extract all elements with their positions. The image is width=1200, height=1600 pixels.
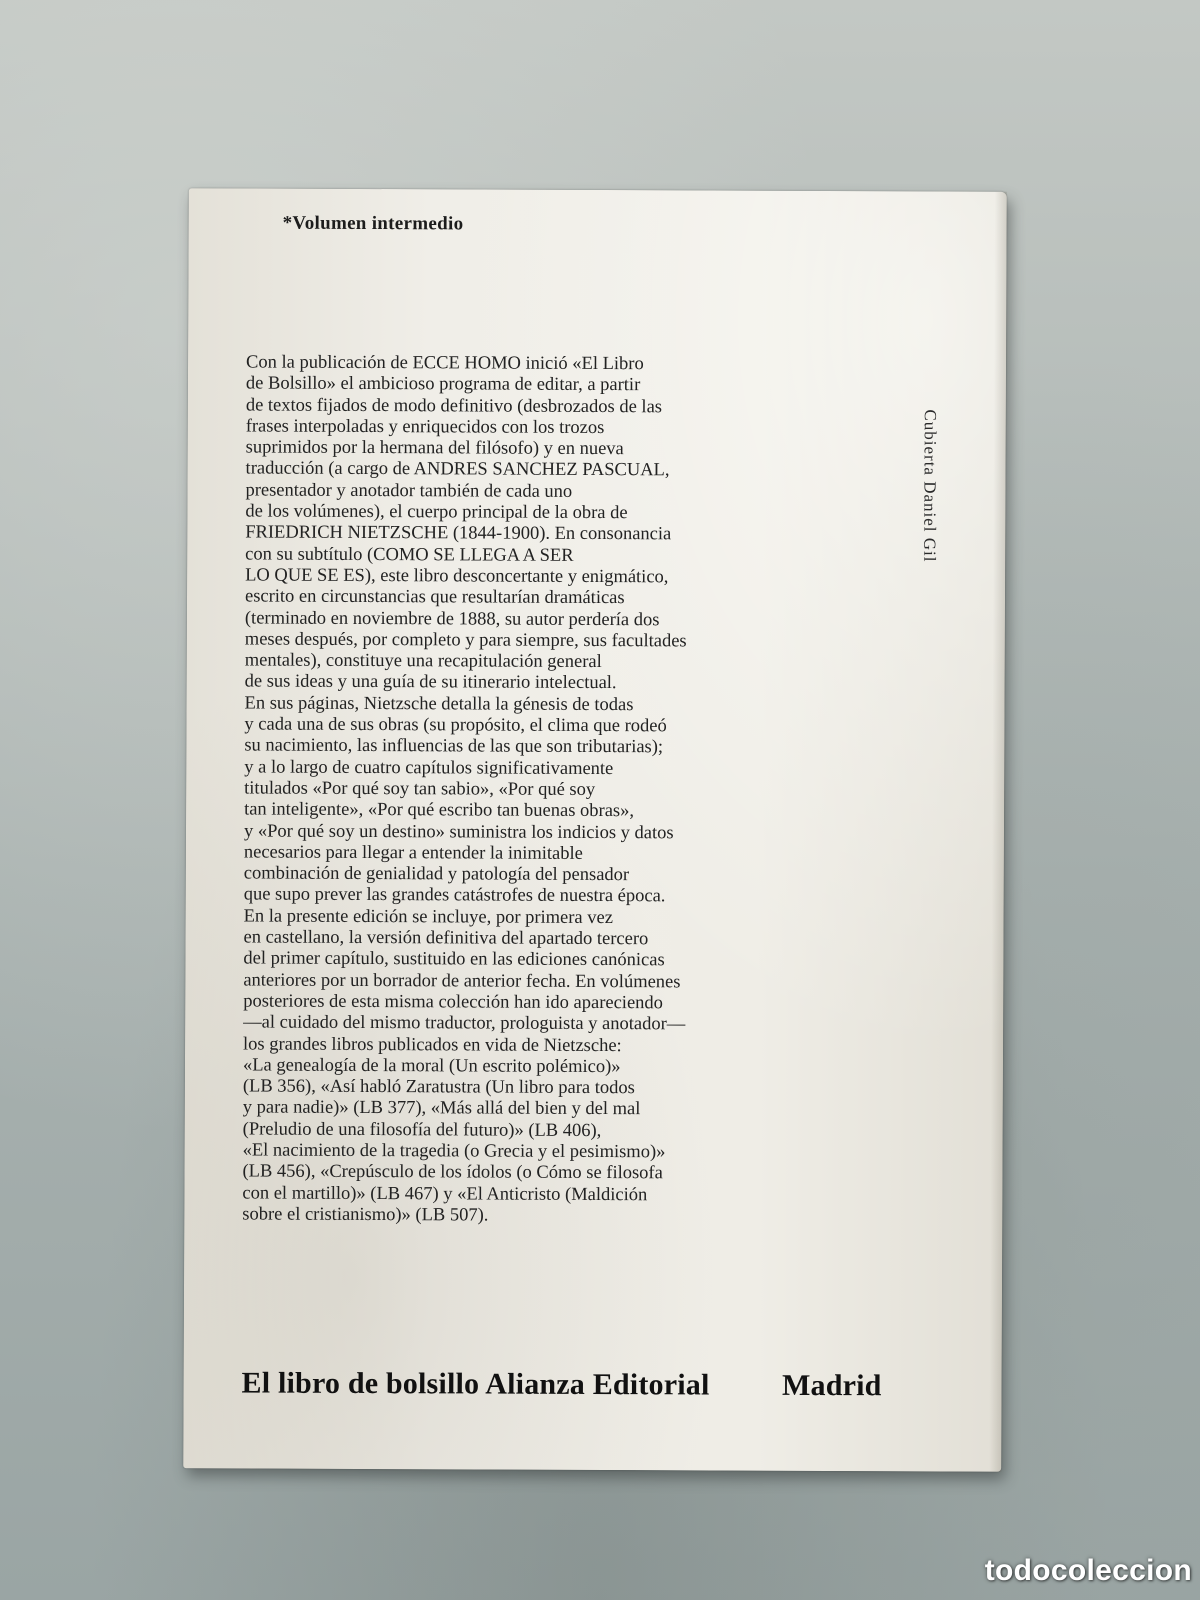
blurb-line: del primer capítulo, sustituido en las ediciones canónicas [243,948,665,971]
blurb-line: anteriores por un borrador de anterior fecha. En volúmenes [243,970,681,992]
blurb-line: necesarios para llegar a entender la inimitable [243,842,583,864]
blurb-line: «El nacimiento de la tragedia (o Grecia y el pesimismo)» [242,1140,666,1163]
blurb-line: combinación de genialidad y patología del pensador [243,863,630,886]
cover-credit: Cubierta Daniel Gil [920,409,940,563]
site-watermark: todocoleccion [984,1554,1192,1587]
blurb-line: suprimidos por la hermana del filósofo) y en nueva [245,437,624,460]
blurb-line: en castellano, la versión definitiva del apartado tercero [243,927,649,950]
blurb-line: de los volúmenes), el cuerpo principal de la obra de [245,501,628,524]
blurb-line: con su subtítulo (COMO SE LLEGA A SER [245,544,574,566]
blurb-line: y cada una de sus obras (su propósito, el clima que rodeó [244,714,667,737]
blurb-line: Con la publicación de ECCE HOMO inició «El Libro [245,352,644,375]
blurb-line: En la presente edición se incluye, por primera vez [243,906,614,928]
blurb-line: —al cuidado del mismo traductor, prologuista y anotador— [243,1012,686,1035]
blurb-line: y a lo largo de cuatro capítulos significativamente [244,757,614,779]
blurb-line: y «Por qué soy un destino» suministra los indicios y datos [243,820,674,843]
blurb-line: tan inteligente», «Por qué escribo tan buenas obras», [244,799,635,822]
publisher-name: El libro de bolsillo Alianza Editorial [241,1366,710,1402]
blurb-line: de Bolsillo» el ambicioso programa de editar, a partir [245,373,641,396]
blurb-text [242,352,846,1228]
blurb-line: los grandes libros publicados en vida de Nietzsche: [243,1033,622,1056]
blurb-line: titulados «Por qué soy tan sabio», «Por qué soy [244,778,596,800]
publisher-city: Madrid [781,1368,882,1403]
blurb-line: con el martillo)» (LB 467) y «El Anticristo (Maldición [242,1183,648,1205]
blurb-line: En sus páginas, Nietzsche detalla la génesis de todas [244,693,634,715]
blurb-line: (terminado en noviembre de 1888, su autor perdería dos [244,608,660,630]
blurb-line: (LB 356), «Así habló Zaratustra (Un libro para todos [242,1076,635,1099]
blurb-line: sobre el cristianismo)» (LB 507). [242,1204,489,1226]
blurb-line: meses después, por completo y para siempre, sus facultades [244,629,687,652]
blurb-line: y para nadie)» (LB 377), «Más allá del bien y del mal [242,1097,641,1120]
blurb-line: traducción (a cargo de ANDRES SANCHEZ PASCUAL, [245,458,670,481]
blurb-line: escrito en circunstancias que resultarían dramáticas [244,586,625,609]
book-back-cover [183,188,1007,1472]
volume-label: *Volumen intermedio [282,212,464,235]
blurb-line: LO QUE SE ES), este libro desconcertante y enigmático, [245,565,669,588]
blurb-line: presentador y anotador también de cada uno [245,480,573,502]
publisher-footer [242,1366,882,1403]
blurb-line: posteriores de esta misma colección han ido apareciendo [243,991,663,1014]
blurb-line: de sus ideas y una guía de su itinerario intelectual. [244,671,617,694]
blurb-line: frases interpoladas y enriquecidos con los trozos [245,416,605,438]
blurb-line: mentales), constituye una recapitulación general [244,650,602,673]
blurb-line: (LB 456), «Crepúsculo de los ídolos (o Cómo se filosofa [242,1161,663,1184]
blurb-line: de textos fijados de modo definitivo (desbrozados de las [245,395,663,417]
blurb-line: «La genealogía de la moral (Un escrito polémico)» [242,1055,621,1077]
blurb-line: FRIEDRICH NIETZSCHE (1844-1900). En consonancia [245,522,672,545]
blurb-line: que supo prever las grandes catástrofes de nuestra época. [243,884,666,907]
blurb-line: (Preludio de una filosofía del futuro)» (LB 406), [242,1119,602,1141]
blurb-line: su nacimiento, las influencias de las que son tributarias); [244,735,664,758]
